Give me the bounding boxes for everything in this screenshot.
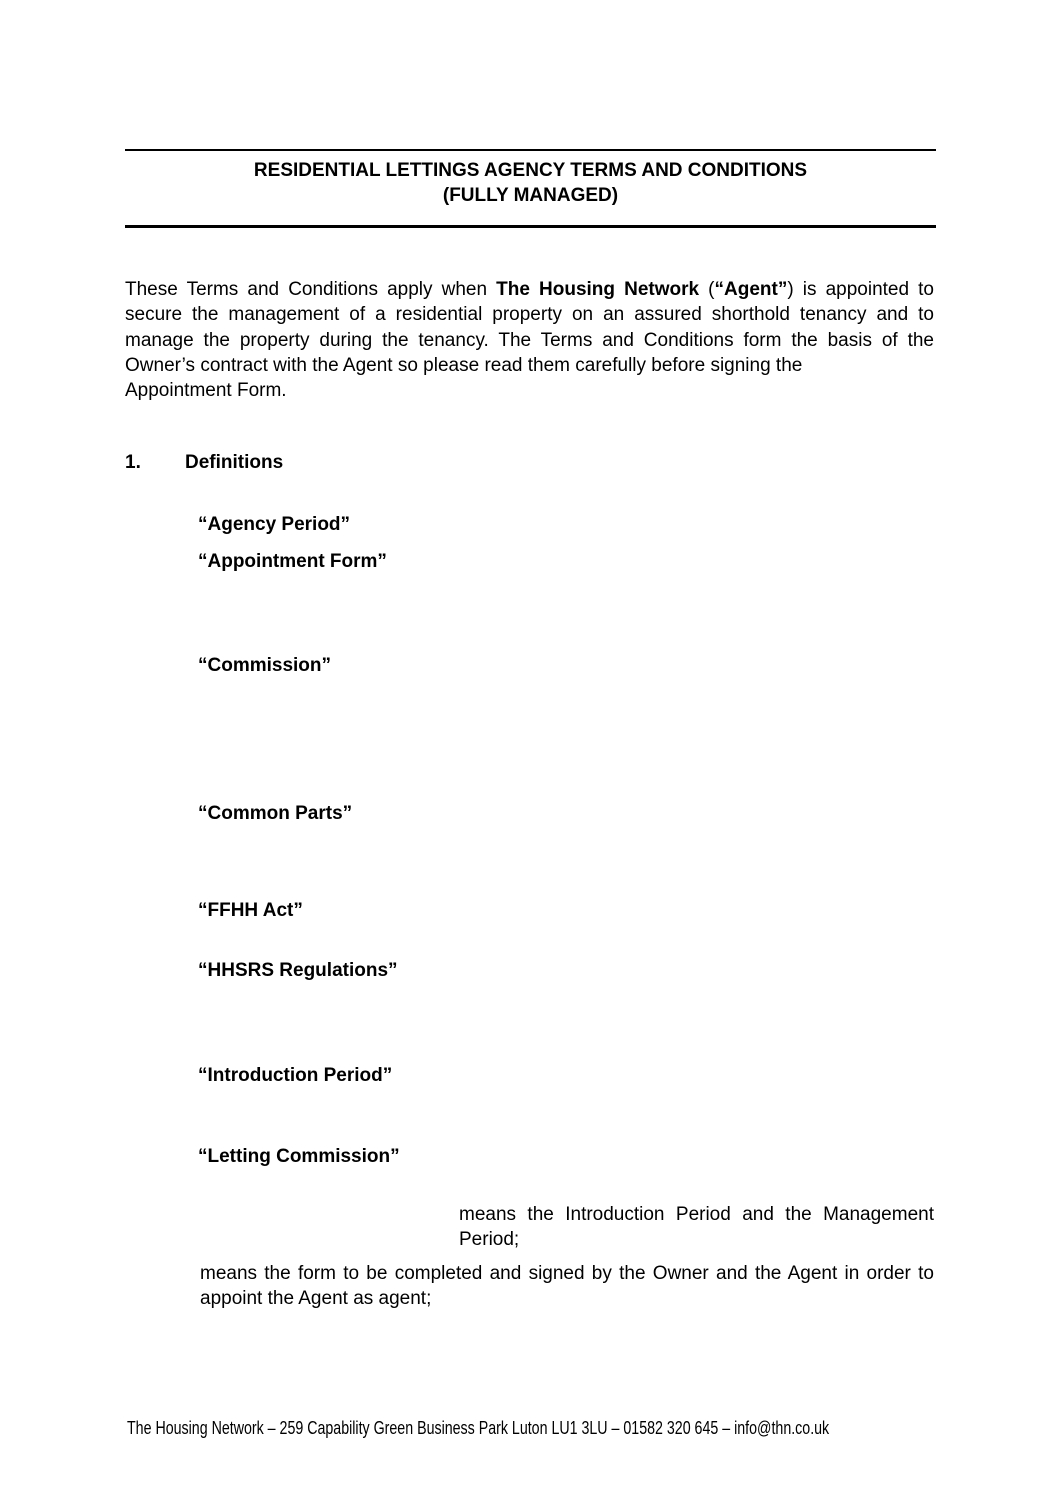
definition-meaning-appointment-form — [200, 1261, 934, 1312]
meaning-line: Period; — [459, 1229, 520, 1251]
intro-line-2: secure the management of a residential property on an assured shorthold tenancy and to — [125, 304, 934, 326]
definition-term-hhsrs-regulations: “HHSRS Regulations” — [198, 960, 398, 981]
intro-line-1 — [125, 277, 934, 302]
document-title-line2: (FULLY MANAGED) — [442, 185, 619, 206]
meaning-line: means the Introduction Period and the Management — [459, 1204, 934, 1225]
intro-text: ) is appointed to — [787, 279, 934, 300]
section-definitions-heading — [125, 452, 283, 474]
definition-term-common-parts: “Common Parts” — [198, 803, 353, 824]
section-number: 1. — [125, 452, 141, 473]
intro-text: These Terms and Conditions apply when — [125, 279, 497, 300]
intro-paragraph — [125, 277, 934, 403]
intro-bold-agent-term: “Agent” — [714, 279, 788, 300]
definition-term-commission: “Commission” — [198, 655, 332, 676]
intro-line-4: Owner’s contract with the Agent so please read them carefully before signing the — [125, 354, 803, 376]
document-title — [125, 158, 936, 208]
title-rule-bottom — [125, 225, 936, 228]
meaning-line: appoint the Agent as agent; — [200, 1288, 432, 1310]
intro-text: ( — [699, 279, 715, 300]
definition-term-appointment-form: “Appointment Form” — [198, 551, 387, 572]
meaning-line: means the form to be completed and signed by the Owner and the Agent in order to — [200, 1263, 934, 1284]
section-title: Definitions — [185, 452, 284, 473]
intro-line-3: manage the property during the tenancy. The Terms and Conditions form the basis of the — [125, 329, 934, 351]
intro-line-5: Appointment Form. — [125, 380, 287, 402]
definition-term-letting-commission: “Letting Commission” — [198, 1146, 400, 1167]
page-footer: The Housing Network – 259 Capability Green Business Park Luton LU1 3LU – 01582 320 645 – info@thn.co.uk — [127, 1418, 830, 1438]
intro-bold-agency-name: The Housing Network — [496, 279, 700, 300]
title-rule-top — [125, 149, 936, 151]
definition-term-ffhh-act: “FFHH Act” — [198, 900, 303, 921]
definition-term-introduction-period: “Introduction Period” — [198, 1065, 393, 1086]
definition-term-agency-period: “Agency Period” — [198, 514, 351, 535]
definition-meaning-agency-period — [459, 1202, 934, 1253]
document-title-line1: RESIDENTIAL LETTINGS AGENCY TERMS AND CONDITIONS — [253, 160, 808, 181]
